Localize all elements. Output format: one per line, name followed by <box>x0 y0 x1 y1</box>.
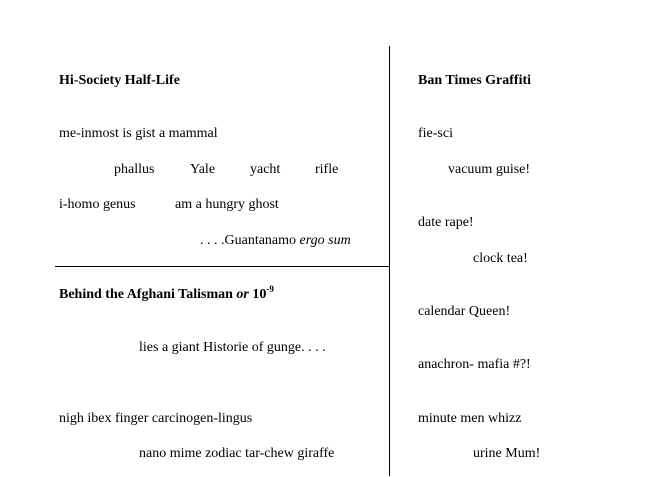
graffiti-line-minute-men: minute men whizz <box>418 411 522 426</box>
poem-line-homo-genus: i-homo genus <box>59 197 136 212</box>
afghani-title-exponent: -9 <box>266 284 274 294</box>
poem-line-hungry-ghost: am a hungry ghost <box>175 197 279 212</box>
graffiti-line-urine-mum: urine Mum! <box>473 446 541 461</box>
horizontal-divider <box>55 266 389 267</box>
afghani-title-or: or <box>236 287 249 302</box>
graffiti-line-calendar-queen: calendar Queen! <box>418 304 511 319</box>
graffiti-line-clock-tea: clock tea! <box>473 251 528 266</box>
poem-line-giraffe: nano mime zodiac tar-chew giraffe <box>139 446 335 461</box>
afghani-title-prefix: Behind the Afghani Talisman <box>59 287 237 302</box>
poem-line-ibex: nigh ibex finger carcinogen-lingus <box>59 411 253 426</box>
vertical-divider <box>389 46 390 476</box>
guantanamo-text: . . . .Guantanamo <box>200 233 300 248</box>
graffiti-line-anachron: anachron- mafia #?! <box>418 357 531 372</box>
afghani-talisman-title <box>59 284 274 303</box>
word-rifle: rifle <box>315 162 339 177</box>
hi-society-title: Hi-Society Half-Life <box>59 73 180 88</box>
word-yacht: yacht <box>250 162 281 177</box>
poem-line-mammal: me-inmost is gist a mammal <box>59 126 218 141</box>
poem-line-historie: lies a giant Historie of gunge. . . . <box>139 340 326 355</box>
word-phallus: phallus <box>114 162 155 177</box>
ban-times-title: Ban Times Graffiti <box>418 73 532 88</box>
graffiti-line-date-rape: date rape! <box>418 215 474 230</box>
word-yale: Yale <box>190 162 216 177</box>
graffiti-line-vacuum: vacuum guise! <box>448 162 531 177</box>
graffiti-line-fie-sci: fie-sci <box>418 126 453 141</box>
poem-line-guantanamo <box>200 233 351 249</box>
ergo-sum-text: ergo sum <box>299 233 351 248</box>
afghani-title-base: 10 <box>248 287 267 302</box>
